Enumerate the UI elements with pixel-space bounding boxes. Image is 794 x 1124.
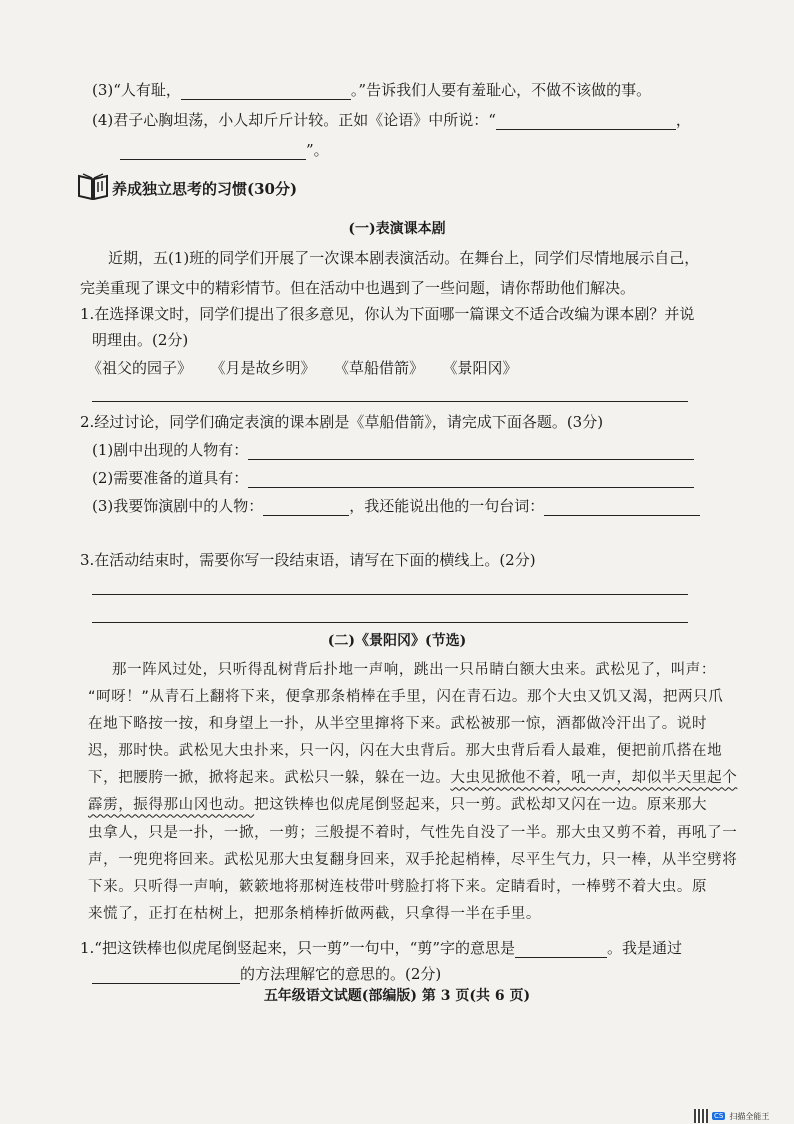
option-3: 《草船借箭》 xyxy=(341,359,425,377)
part1-title: (一)表演课本剧 xyxy=(348,221,446,237)
part2-q1-text-b: 。我是通过 xyxy=(607,939,683,957)
fill-blank-q4-cont xyxy=(120,140,329,160)
passage-text: 下来。只听得一声响，簌簌地将那树连枝带叶劈脸打将下来。定睛看时，一棒劈不着大虫。原 xyxy=(88,878,708,895)
question-2-2 xyxy=(92,468,694,488)
q2-1-label: (1)剧中出现的人物有： xyxy=(92,441,249,459)
option-2: 《月是故乡明》 xyxy=(218,359,316,377)
passage-row xyxy=(88,820,738,847)
question-2-1 xyxy=(92,440,694,460)
part1-intro-line2: 完美重现了课文中的精彩情节。但在活动中也遇到了一些问题，请你帮助他们解决。 xyxy=(80,279,636,297)
passage-text: 那一阵风过处，只听得乱树背后扑地一声响，跳出一只吊睛白额大虫来。武松见了，叫声： xyxy=(112,662,716,678)
q1-options xyxy=(87,358,518,378)
book-icon xyxy=(76,172,110,200)
qr-code-icon xyxy=(694,1109,708,1123)
passage-text: 迟，那时快。武松见大虫扑来，只一闪，闪在大虫背后。那大虫背后看人最难，便把前爪搭在地 xyxy=(88,743,723,760)
answer-blank[interactable] xyxy=(92,967,240,984)
answer-blank[interactable] xyxy=(496,113,676,130)
part2-question-1-cont xyxy=(92,964,441,984)
passage-row xyxy=(88,874,708,901)
q2-3-label-b: ，我还能说出他的一句台词： xyxy=(349,497,545,515)
page-footer: 五年级语文试题(部编版) 第 3 页(共 6 页) xyxy=(263,988,531,1004)
answer-blank[interactable] xyxy=(544,499,700,516)
passage-text: 虫拿人，只是一扑，一掀，一剪；三般提不着时，气性先自没了一半。那大虫又剪不着，再吼了一 xyxy=(88,824,738,841)
passage-text: 把这铁棒也似虎尾倒竖起来，只一剪。武松却又闪在一边。原来那大 xyxy=(254,797,708,814)
answer-blank[interactable] xyxy=(248,471,694,488)
answer-blank[interactable] xyxy=(248,443,694,460)
question-2-3 xyxy=(92,496,700,516)
passage-row xyxy=(88,738,723,765)
q3-prefix: (3)“人有耻， xyxy=(92,81,181,99)
question-3-title: 3.在活动结束时，需要你写一段结束语，请写在下面的横线上。(2分) xyxy=(80,551,536,569)
watermark-text: 扫描全能王 xyxy=(729,1111,770,1121)
answer-blank[interactable] xyxy=(515,941,607,958)
part2-title: (二)《景阳冈》(节选) xyxy=(327,633,467,649)
part2-question-1 xyxy=(80,938,682,958)
passage-row xyxy=(88,684,724,711)
question-1-line2: 明理由。(2分) xyxy=(92,331,189,349)
wavy-underlined-text: 霹雳，振得那山冈也动。 xyxy=(88,797,255,814)
answer-line[interactable] xyxy=(92,401,688,402)
q2-2-label: (2)需要准备的道具有： xyxy=(92,469,249,487)
passage-row xyxy=(88,711,708,738)
passage-row xyxy=(88,792,708,819)
option-4: 《景阳冈》 xyxy=(450,359,518,377)
part1-intro-line1: 近期，五(1)班的同学们开展了一次课本剧表演活动。在舞台上，同学们尽情地展示自己， xyxy=(108,249,700,267)
answer-line[interactable] xyxy=(92,594,688,595)
passage-text: 下，把腰胯一掀，掀将起来。武松只一躲，躲在一边。 xyxy=(88,770,451,787)
passage-text: 在地下略按一按，和身望上一扑，从半空里撺将下来。武松被那一惊，酒都做冷汗出了。说时 xyxy=(88,716,708,733)
fill-blank-q3 xyxy=(92,80,651,100)
question-1-line1: 1.在选择课文时，同学们提出了很多意见，你认为下面哪一篇课文不适合改编为课本剧？并说 xyxy=(80,305,695,323)
passage-row xyxy=(88,765,738,792)
passage-text: 来慌了，正打在枯树上，把那条梢棒折做两截，只拿得一半在手里。 xyxy=(88,905,541,922)
part2-q1-text-a: 1.“把这铁棒也似虎尾倒竖起来，只一剪”一句中，“剪”字的意思是 xyxy=(80,939,515,957)
answer-blank[interactable] xyxy=(263,499,349,516)
answer-line[interactable] xyxy=(92,622,688,623)
part2-q1-text-c: 的方法理解它的意思的。(2分) xyxy=(240,965,442,983)
q4-text: (4)君子心胸坦荡，小人却斤斤计较。正如《论语》中所说：“ xyxy=(92,111,496,129)
q4-end: ”。 xyxy=(306,141,329,159)
passage-row xyxy=(88,901,698,928)
wavy-underlined-text: 大虫见掀他不着，吼一声，却似半天里起个 xyxy=(450,770,738,787)
passage-text: 声，一兜兜将回来。武松见那大虫复翻身回来，双手抡起梢棒，尽平生气力，只一棒，从半空劈将 xyxy=(88,851,738,868)
q2-3-label-a: (3)我要饰演剧中的人物： xyxy=(92,497,264,515)
answer-blank[interactable] xyxy=(181,83,351,100)
cs-logo: CS xyxy=(714,1112,724,1120)
q3-suffix: 。”告诉我们人要有羞耻心，不做不该做的事。 xyxy=(350,81,652,99)
fill-blank-q4 xyxy=(92,110,691,130)
passage-text: “呵呀！”从青石上翻将下来，便拿那条梢棒在手里，闪在青石边。那个大虫又饥又渴，把两只爪 xyxy=(88,689,724,706)
question-2-title: 2.经过讨论，同学们确定表演的课本剧是《草船借箭》，请完成下面各题。(3分) xyxy=(80,413,604,431)
option-1: 《祖父的园子》 xyxy=(87,359,193,377)
passage-row xyxy=(88,657,716,684)
scanner-watermark xyxy=(694,1109,769,1123)
passage-row xyxy=(88,847,738,874)
q4-comma: ， xyxy=(675,111,691,129)
answer-blank[interactable] xyxy=(120,143,306,160)
passage xyxy=(88,657,738,928)
section-title: 养成独立思考的习惯(30分) xyxy=(112,180,298,198)
